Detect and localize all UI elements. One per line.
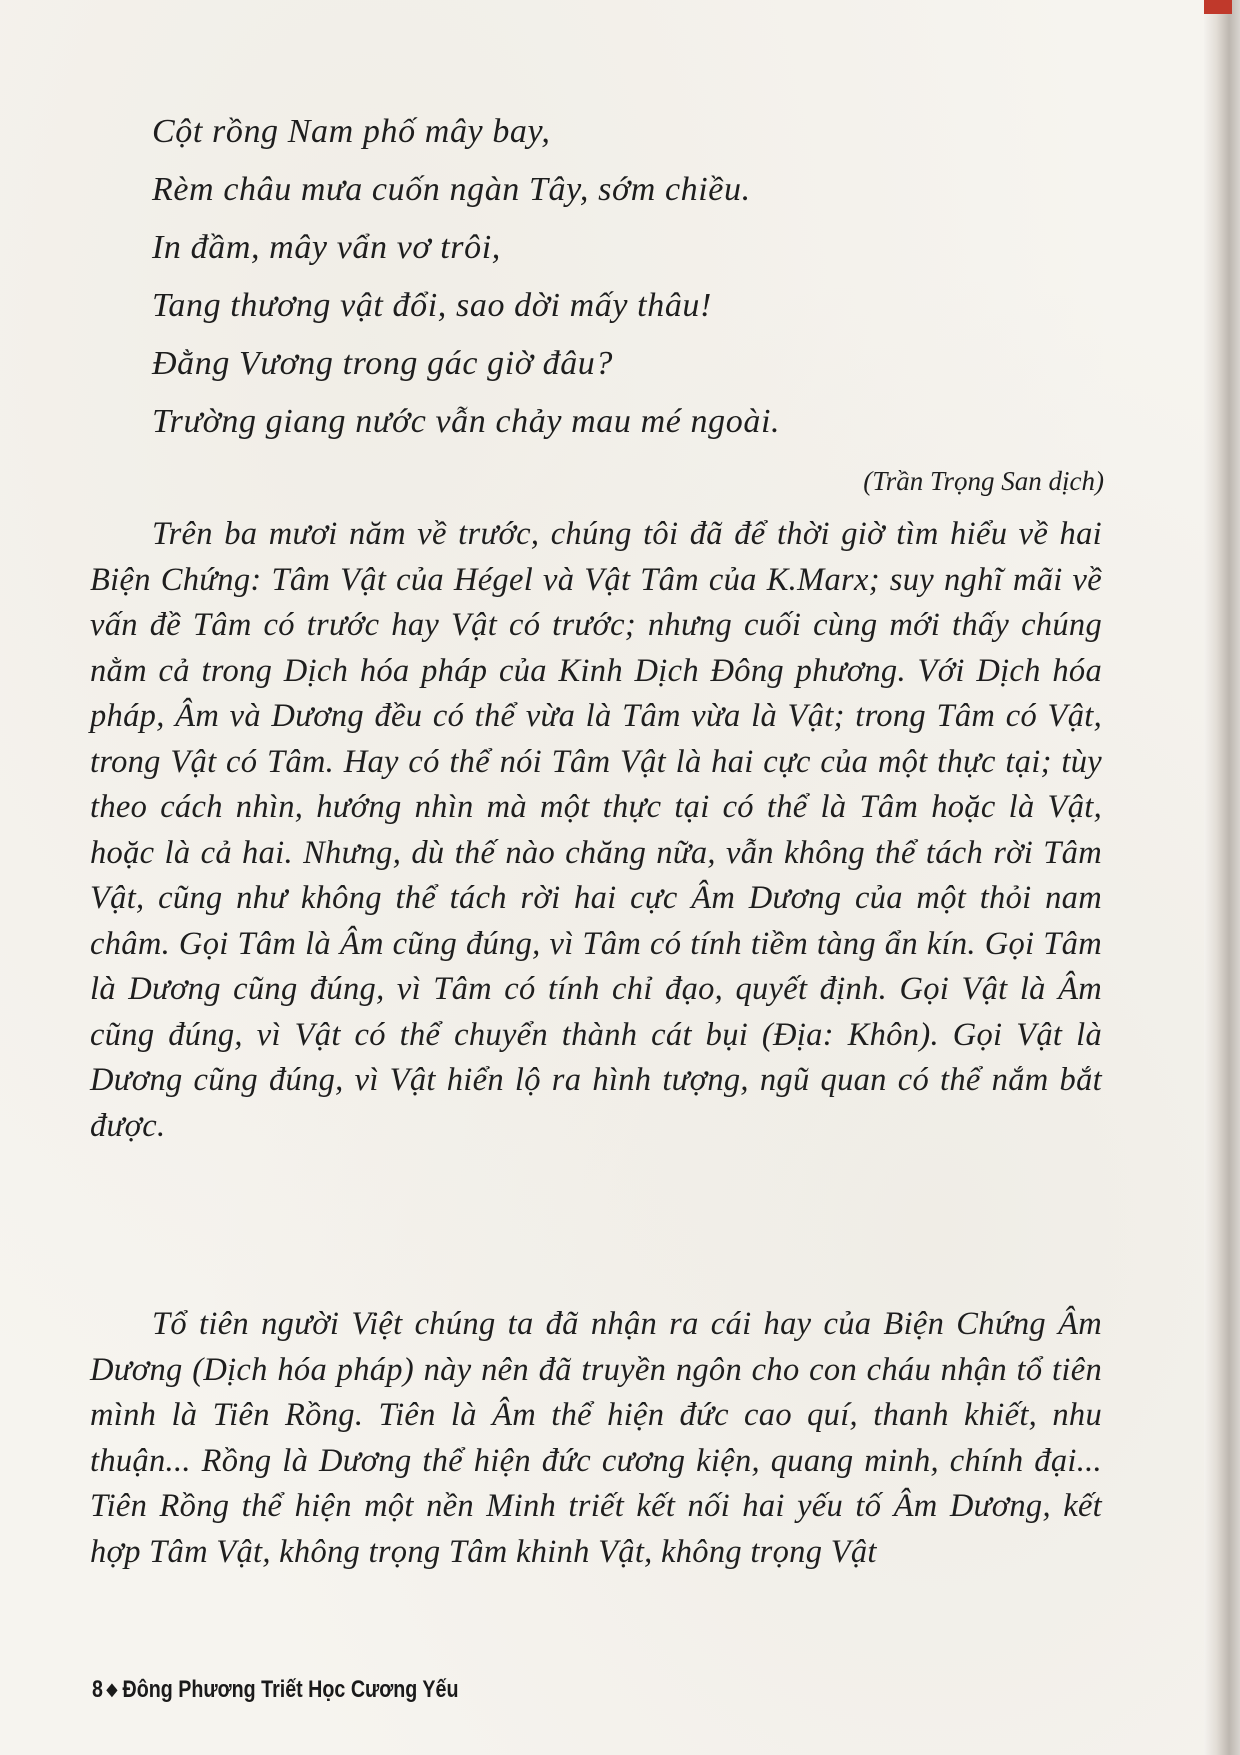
body-paragraph: Trên ba mươi năm về trước, chúng tôi đã để thời giờ tìm hiểu về hai Biện Chứng: Tâm Vật của Hégel và Vật Tâm của K.Marx; suy nghĩ mãi về vấn đề Tâm có trước hay Vật có trước; nhưng cuối cùng mới thấy chúng nằm cả trong Dịch hóa pháp của Kinh Dịch Đông phương. Với Dịch hóa pháp, Âm và Dương đều có thể vừa là Tâm vừa là Vật; trong Tâm có Vật, trong Vật có Tâm. Hay có thể nói Tâm Vật là hai cực của một thực tại; tùy theo cách nhìn, hướng nhìn mà một thực tại có thể là Tâm hoặc là Vật, hoặc là cả hai. Nhưng, dù thế nào chăng nữa, vẫn không thể tách rời Tâm Vật, cũng như không thể tách rời hai cực Âm Dương của một thỏi nam châm. Gọi Tâm là Âm cũng đúng, vì Tâm có tính tiềm tàng ẩn kín. Gọi Tâm là Dương cũng đúng, vì Tâm có tính chỉ đạo, quyết định. Gọi Vật là Âm cũng đúng, vì Vật có thể chuyển thành cát bụi (Địa: Khôn). Gọi Vật là Dương cũng đúng, vì Vật hiển lộ ra hình tượng, ngũ quan có thể nắm bắt được.	[90, 516, 1102, 1144]
poem-line: In đầm, mây vẩn vơ trôi,	[152, 229, 501, 266]
book-spine-edge	[1204, 0, 1240, 1755]
diamond-separator-icon: ◆	[106, 1679, 118, 1699]
running-book-title: Đông Phương Triết Học Cương Yếu	[122, 1676, 459, 1703]
body-paragraph: Tổ tiên người Việt chúng ta đã nhận ra cái hay của Biện Chứng Âm Dương (Dịch hóa pháp) này nên đã truyền ngôn cho con cháu nhận tổ tiên mình là Tiên Rồng. Tiên là Âm thể hiện đức cao quí, thanh khiết, nhu thuận... Rồng là Dương thể hiện đức cương kiện, quang minh, chính đại... Tiên Rồng thể hiện một nền Minh triết kết nối hai yếu tố Âm Dương, kết hợp Tâm Vật, không trọng Tâm khinh Vật, không trọng Vật	[90, 1306, 1102, 1570]
page-number: 8	[92, 1676, 103, 1703]
poem-line: Tang thương vật đổi, sao dời mấy thâu!	[152, 287, 712, 324]
page-footer	[92, 1674, 459, 1705]
poem-line: Đằng Vương trong gác giờ đâu?	[152, 345, 614, 382]
poem-line: Rèm châu mưa cuốn ngàn Tây, sớm chiều.	[152, 171, 751, 208]
poem-verse	[152, 103, 780, 451]
poem-line: Trường giang nước vẫn chảy mau mé ngoài.	[152, 403, 781, 440]
bookmark-tab	[1204, 0, 1232, 14]
poem-line: Cột rồng Nam phố mây bay,	[152, 113, 551, 150]
translator-attribution: (Trần Trọng San dịch)	[863, 466, 1104, 496]
